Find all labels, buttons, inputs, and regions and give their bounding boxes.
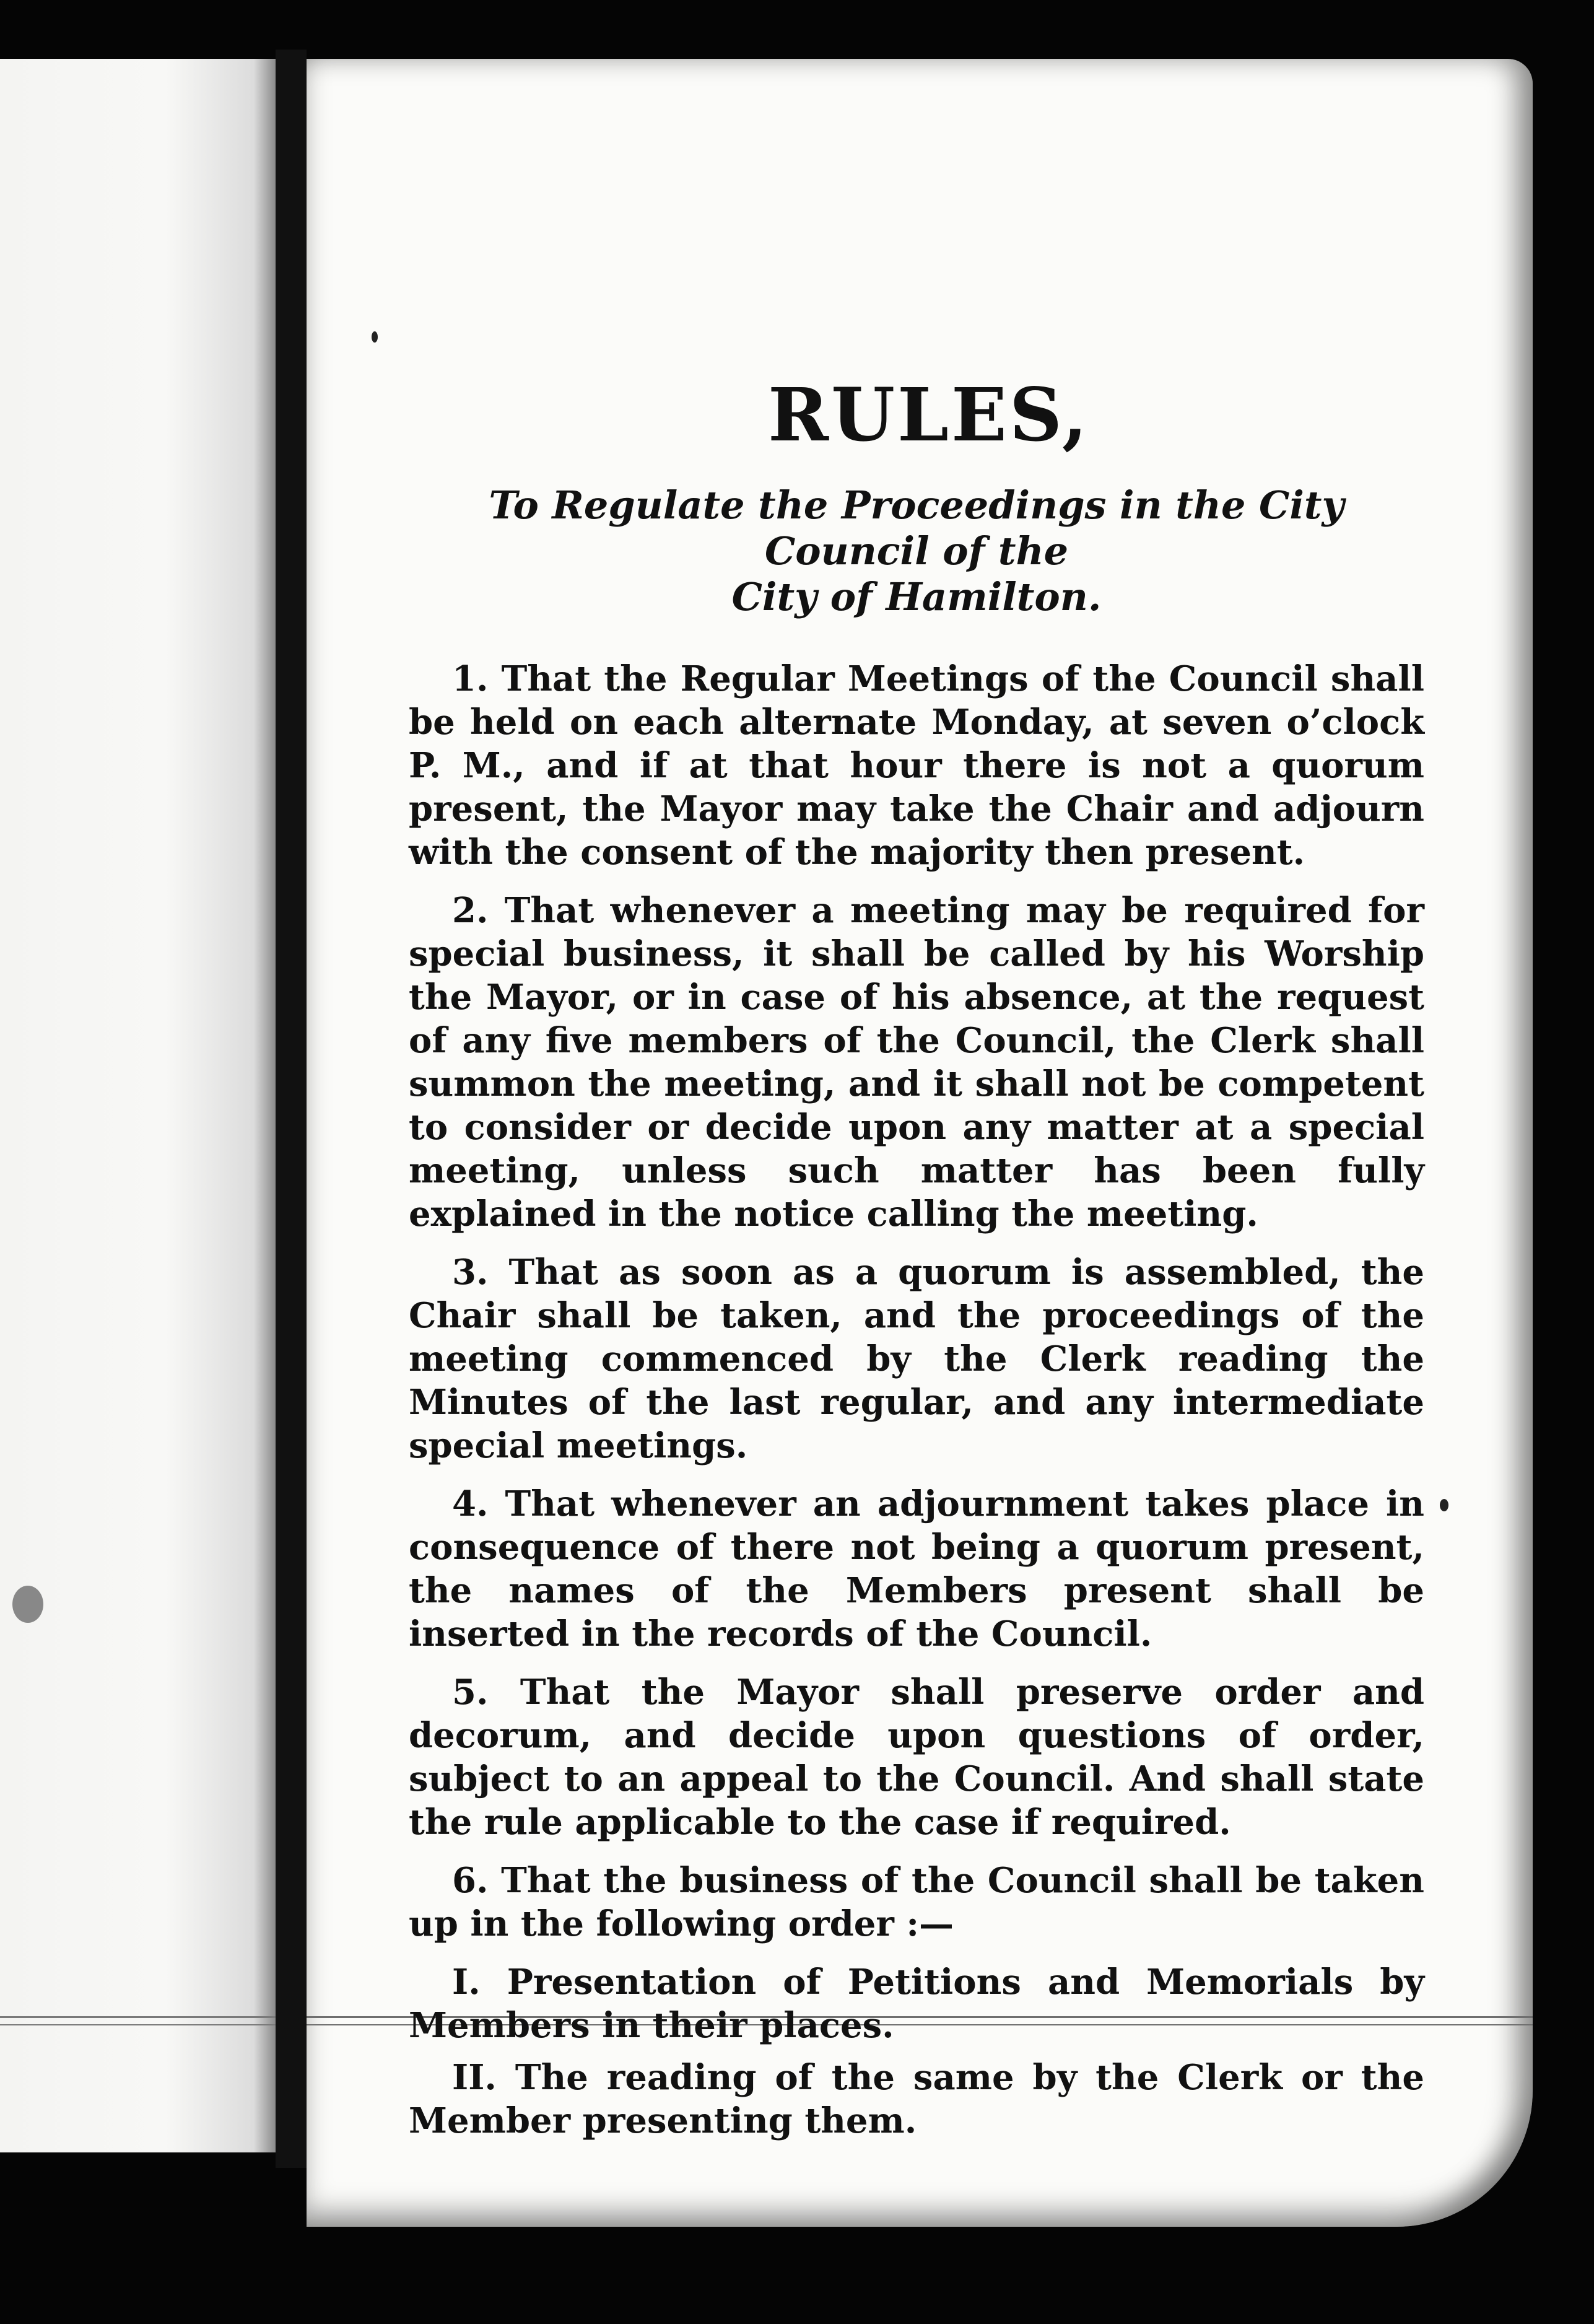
left-page-rule-lower: [0, 2024, 276, 2025]
left-page-rule: [0, 2016, 276, 2018]
left-page-edge: [0, 59, 276, 2152]
document-subtitle: [409, 483, 1424, 620]
document-content: [409, 372, 1424, 2151]
rule-6: 6. That the business of the Council shall be taken up in the following order :—: [409, 1860, 1424, 1944]
scan-smudge: [12, 1586, 43, 1623]
rule-3: 3. That as soon as a quorum is assembled, the Chair shall be taken, and the proceedings of the meeting commenced by the Clerk reading the Minutes of the last regular, and any intermediate special meetings.: [409, 1252, 1424, 1466]
rule-1: 1. That the Regular Meetings of the Council shall be held on each alternate Monday, at seven o’clock P. M., and if at that hour there is not a quorum present, the Mayor may take the Chair and adjourn with the consent of the majority then present.: [409, 658, 1424, 873]
rule-4: 4. That whenever an adjournment takes place in consequence of there not being a quorum present, the names of the Members present shall be inserted in the records of the Council.: [409, 1483, 1424, 1654]
document-title: RULES,: [768, 372, 1090, 458]
subtitle-line-1: To Regulate the Proceedings in the City Council of the: [489, 483, 1344, 574]
rule-5: 5. That the Mayor shall preserve order and decorum, and decide upon questions of order, subject to an appeal to the Council. And shall state the rule applicable to the case if required.: [409, 1672, 1424, 1843]
ink-speck: [1440, 1499, 1448, 1511]
ink-speck: [372, 331, 378, 343]
subtitle-line-2: City of Hamilton.: [731, 574, 1102, 619]
order-item-1: I. Presentation of Petitions and Memorials by Members in their places.: [409, 1962, 1424, 2046]
order-item-2: II. The reading of the same by the Clerk or the Member presenting them.: [409, 2057, 1424, 2141]
rule-2: 2. That whenever a meeting may be required for special business, it shall be called by his Worship the Mayor, or in case of his absence, at the request of any five members of the Council, the Clerk shall summon the meeting, and it shall not be competent to consider or decide upon any matter at a special meeting, unless such matter has been fully explained in the notice calling the meeting.: [409, 890, 1424, 1234]
book-gutter: [276, 50, 307, 2168]
